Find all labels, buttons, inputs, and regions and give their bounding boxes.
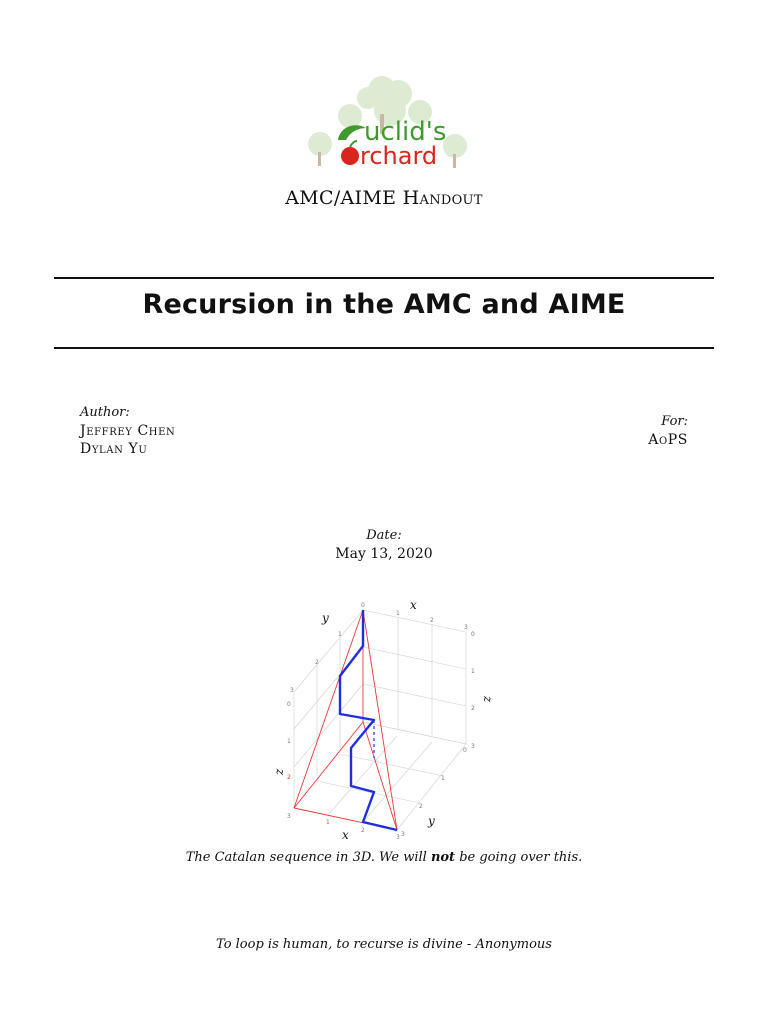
caption-bold: not bbox=[430, 850, 456, 865]
axis-label-y-top: y bbox=[322, 611, 329, 625]
axis-label-z-left: z bbox=[272, 768, 286, 775]
tick-z-left-3: 3 bbox=[287, 813, 291, 820]
page-title: Recursion in the AMC and AIME bbox=[142, 289, 626, 320]
handout-subtitle bbox=[0, 187, 768, 209]
tick-z-left-1: 1 bbox=[287, 738, 291, 745]
tetrahedron-edges bbox=[294, 610, 397, 830]
axis-label-y-bottom: y bbox=[428, 814, 435, 828]
tick-x-top-1: 1 bbox=[396, 610, 400, 617]
author-name-2: Dylan Yu bbox=[80, 441, 148, 457]
date-label: Date: bbox=[366, 528, 402, 543]
tick-y-bottom-1: 1 bbox=[441, 775, 445, 782]
tick-y-bottom-3: 3 bbox=[401, 831, 405, 838]
leaf-icon bbox=[338, 125, 366, 140]
logo-line-2: rchard bbox=[360, 142, 438, 170]
tick-z-right-0: 0 bbox=[471, 631, 475, 638]
tick-z-right-3: 3 bbox=[471, 743, 475, 750]
tick-x-top-0: 0 bbox=[361, 602, 365, 609]
for-block bbox=[648, 413, 688, 449]
tick-z-right-2: 2 bbox=[471, 705, 475, 712]
author-name-1: Jeffrey Chen bbox=[80, 423, 176, 439]
figure-caption bbox=[0, 850, 768, 865]
tick-z-right-1: 1 bbox=[471, 668, 475, 675]
axis-label-x-top: x bbox=[410, 598, 417, 612]
for-label: For: bbox=[661, 414, 688, 429]
tick-x-bottom-1: 1 bbox=[326, 819, 330, 826]
tick-z-left-0: 0 bbox=[287, 701, 291, 708]
bottom-rule bbox=[54, 347, 714, 349]
tick-x-top-2: 2 bbox=[430, 617, 434, 624]
caption-text-before: The Catalan sequence in 3D. We will bbox=[185, 850, 431, 865]
tick-y-bottom-0: 0 bbox=[463, 747, 467, 754]
tick-x-bottom-2: 2 bbox=[361, 827, 365, 834]
author-block bbox=[80, 404, 175, 458]
apple-icon bbox=[341, 147, 359, 165]
top-rule bbox=[54, 277, 714, 279]
tick-x-bottom-3: 3 bbox=[396, 834, 400, 841]
tick-z-left-2: 2 bbox=[287, 774, 291, 781]
tick-y-left-2: 2 bbox=[315, 659, 319, 666]
euclids-orchard-logo bbox=[290, 70, 480, 175]
date-value: May 13, 2020 bbox=[335, 546, 433, 562]
subtitle-handout: Handout bbox=[402, 187, 483, 209]
tick-y-left-1: 1 bbox=[338, 631, 342, 638]
tick-y-bottom-2: 2 bbox=[419, 803, 423, 810]
axis-label-x-bottom: x bbox=[342, 828, 349, 842]
tick-y-left-3: 3 bbox=[290, 687, 294, 694]
axis-label-z-right: z bbox=[481, 696, 495, 703]
tick-x-top-3: 3 bbox=[464, 624, 468, 631]
epigraph-quote: To loop is human, to recurse is divine - Anonymous bbox=[216, 937, 552, 952]
subtitle-prefix: AMC/AIME bbox=[285, 187, 397, 209]
author-label: Author: bbox=[80, 405, 130, 420]
caption-text-after: be going over this. bbox=[455, 850, 583, 865]
for-value: AoPS bbox=[648, 432, 688, 448]
date-block bbox=[0, 526, 768, 564]
logo-line-1: uclid's bbox=[364, 117, 447, 147]
catalan-3d-figure bbox=[270, 596, 500, 844]
